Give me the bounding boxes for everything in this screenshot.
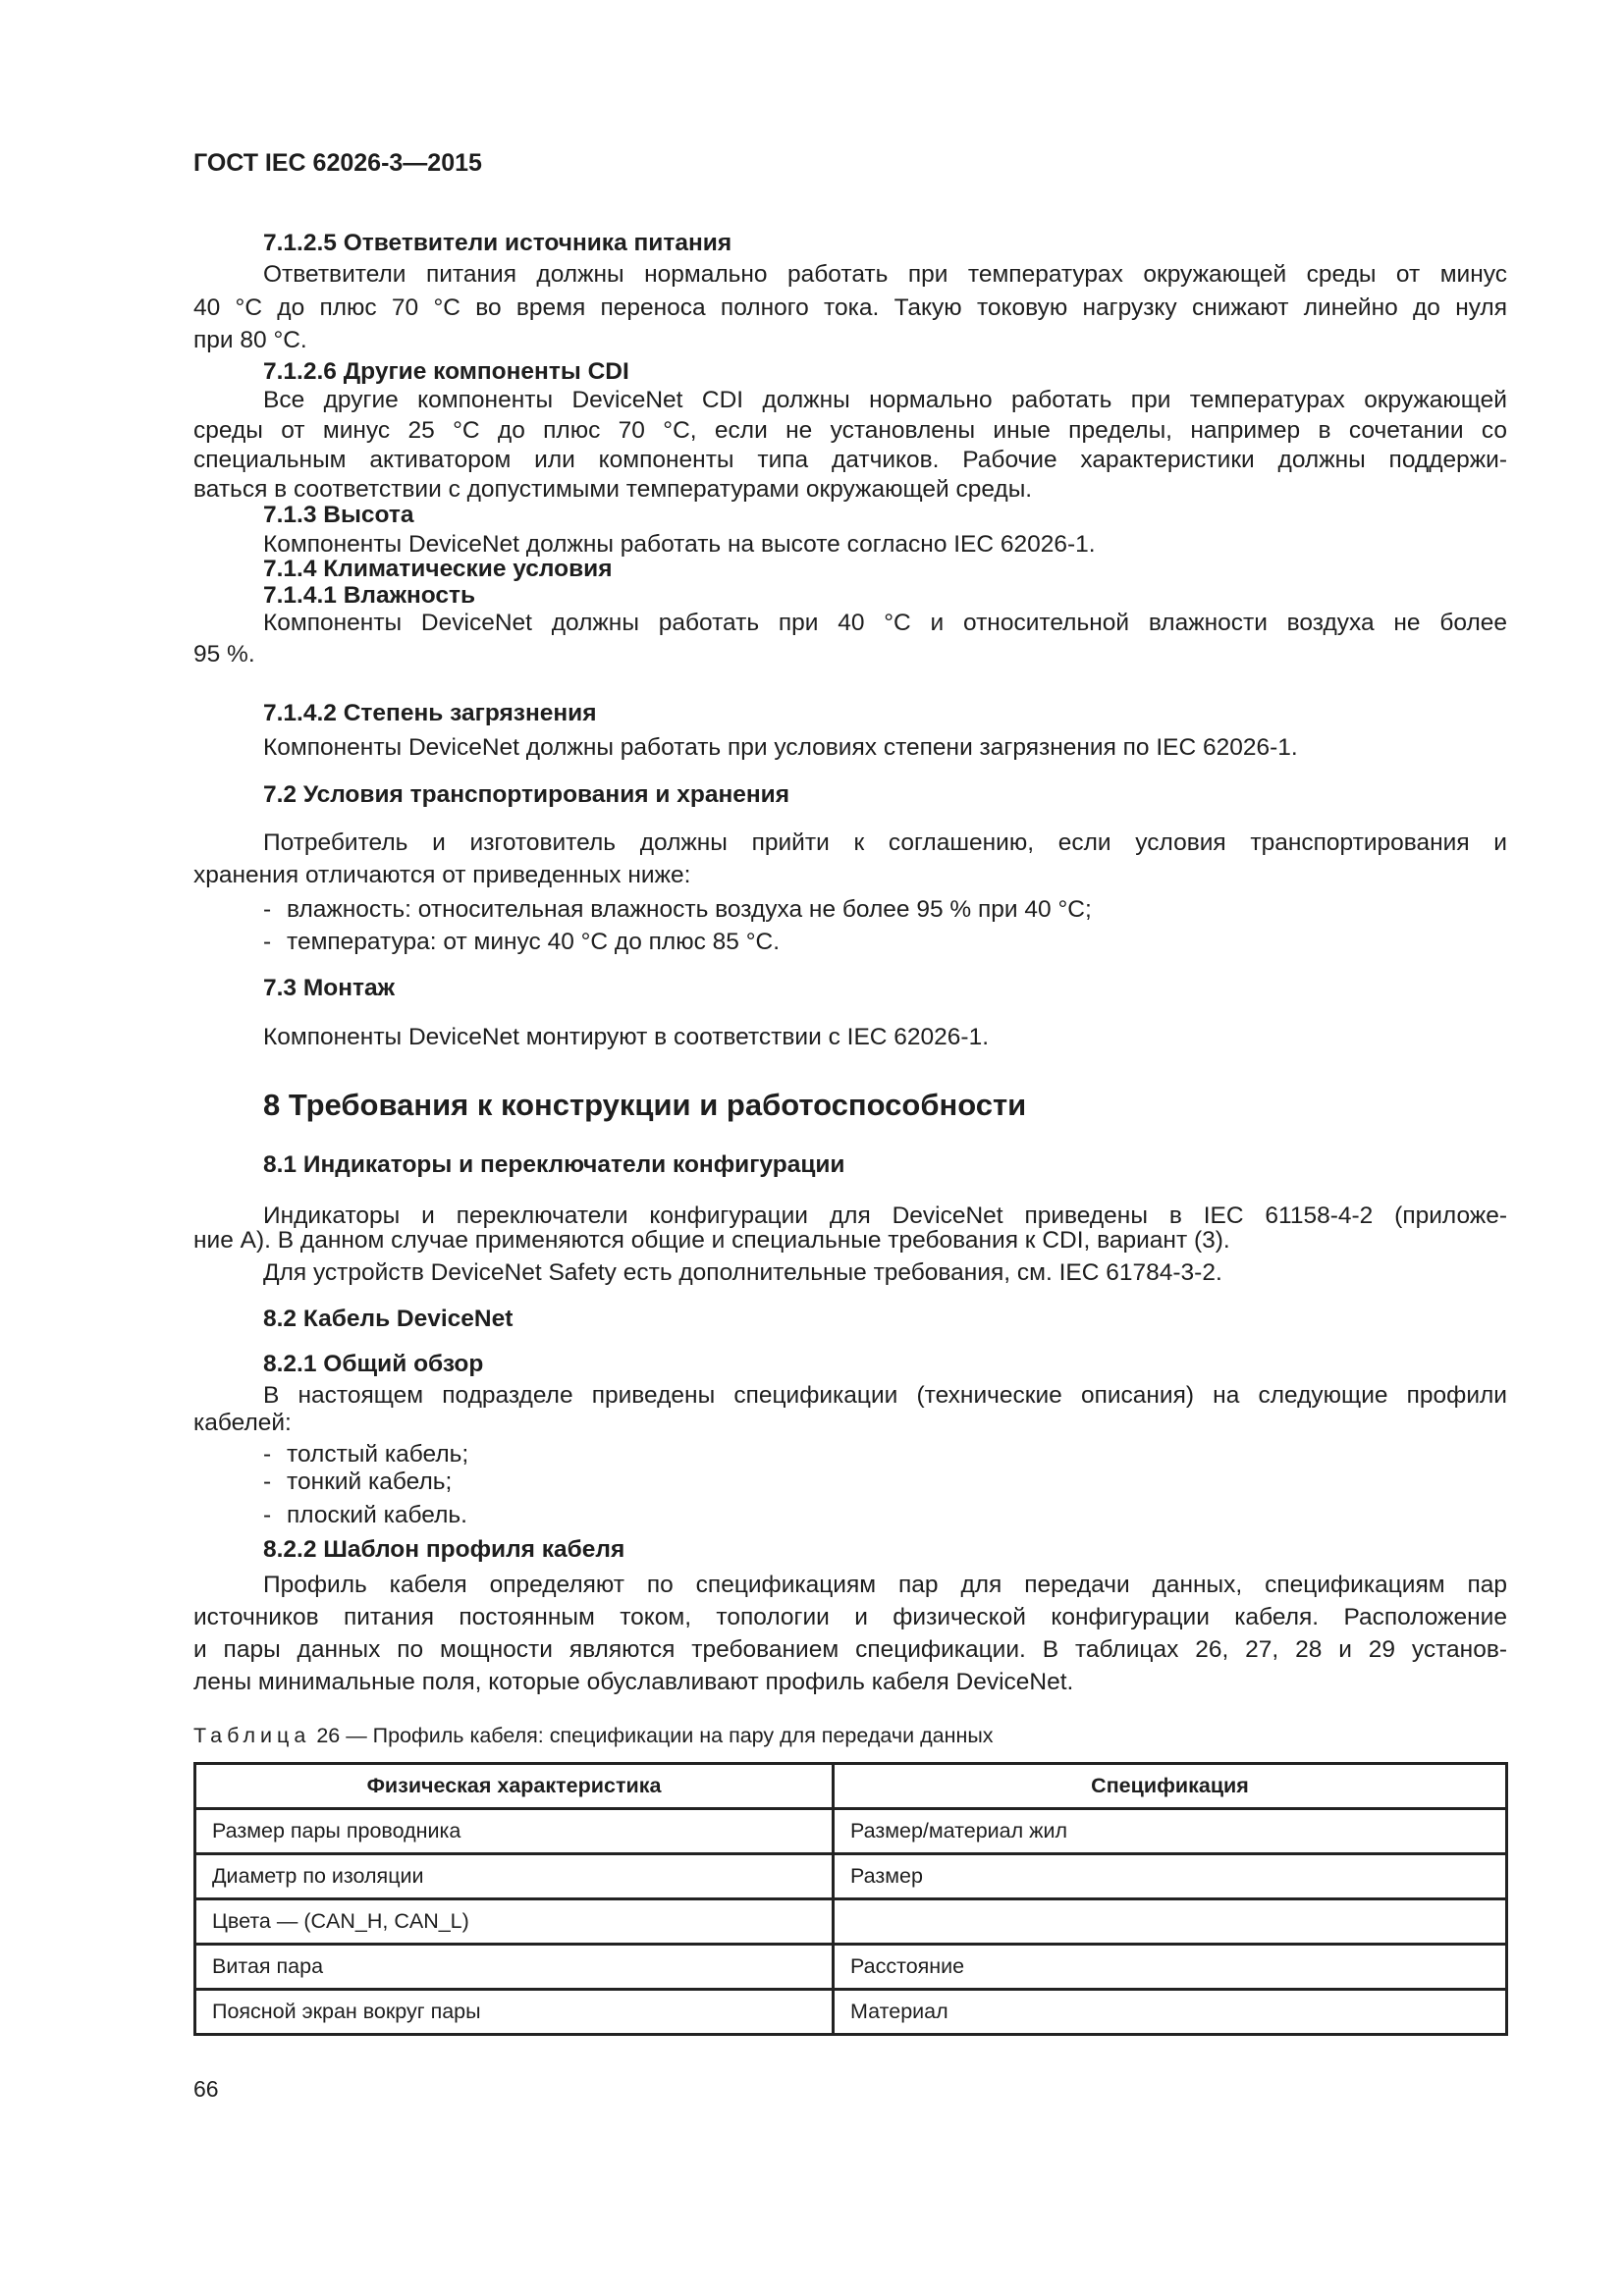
list-dash: - — [263, 1441, 272, 1468]
paragraph-line: и пары данных по мощности являются требованием спецификации. В таблицах 26, 27, 28 и 29 установ- — [193, 1636, 1507, 1663]
paragraph-line: специальным активатором или компоненты типа датчиков. Рабочие характеристики должны поддержи- — [193, 447, 1507, 473]
paragraph-line: лены минимальные поля, которые обуславливают профиль кабеля DeviceNet. — [193, 1669, 1074, 1695]
paragraph-line: хранения отличаются от приведенных ниже: — [193, 862, 691, 888]
list-item — [263, 894, 1092, 926]
table-row — [195, 1854, 1507, 1899]
chapter-heading-8: 8 Требования к конструкции и работоспособности — [263, 1088, 1027, 1122]
paragraph-line: Ответвители питания должны нормально работать при температурах окружающей среды от минус — [263, 261, 1507, 288]
table-row — [195, 1899, 1507, 1945]
section-heading-7-1-2-5: 7.1.2.5 Ответвители источника питания — [263, 230, 732, 256]
list-item-text: плоский кабель. — [287, 1502, 467, 1528]
paragraph-line: В настоящем подразделе приведены спецификации (технические описания) на следующие профили — [263, 1382, 1507, 1409]
paragraph-line: кабелей: — [193, 1410, 292, 1436]
paragraph-line: 95 %. — [193, 641, 255, 667]
paragraph-line: Для устройств DeviceNet Safety есть дополнительные требования, см. IEC 61784-3-2. — [263, 1259, 1222, 1286]
page-number: 66 — [193, 2076, 219, 2102]
list-item-text: тонкий кабель; — [287, 1468, 453, 1495]
paragraph-line: Профиль кабеля определяют по спецификациям пар для передачи данных, спецификациям пар — [263, 1572, 1507, 1598]
section-heading-7-1-4: 7.1.4 Климатические условия — [263, 556, 613, 582]
list-item — [263, 1500, 467, 1531]
list-item-text: влажность: относительная влажность воздуха не более 95 % при 40 °C; — [287, 896, 1092, 923]
section-heading-7-1-4-1: 7.1.4.1 Влажность — [263, 582, 476, 609]
list-item-text: толстый кабель; — [287, 1441, 469, 1468]
list-dash: - — [263, 929, 272, 955]
table-cell: Цвета — (CAN_H, CAN_L) — [195, 1899, 834, 1945]
paragraph-line: 40 °C до плюс 70 °C во время переноса полного тока. Такую токовую нагрузку снижают линейно до нуля — [193, 294, 1507, 321]
table-cell: Материал — [834, 1990, 1507, 2035]
paragraph-line: Компоненты DeviceNet должны работать на высоте согласно IEC 62026-1. — [263, 531, 1096, 558]
paragraph-line: Потребитель и изготовитель должны прийти к соглашению, если условия транспортирования и — [263, 829, 1507, 856]
table-cell: Расстояние — [834, 1945, 1507, 1990]
section-heading-7-1-4-2: 7.1.4.2 Степень загрязнения — [263, 700, 597, 726]
paragraph-line: Все другие компоненты DeviceNet CDI должны нормально работать при температурах окружающей — [263, 387, 1507, 413]
table-cell: Поясной экран вокруг пары — [195, 1990, 834, 2035]
list-item — [263, 927, 780, 958]
table-caption-text: 26 — Профиль кабеля: спецификации на пару для передачи данных — [316, 1724, 994, 1747]
section-heading-8-1: 8.1 Индикаторы и переключатели конфигурации — [263, 1151, 845, 1178]
list-item-text: температура: от минус 40 °C до плюс 85 °C. — [287, 929, 780, 955]
paragraph-line: ваться в соответствии с допустимыми температурами окружающей среды. — [193, 476, 1033, 503]
table-header-row — [195, 1764, 1507, 1809]
section-heading-7-2: 7.2 Условия транспортирования и хранения — [263, 781, 790, 808]
table-row — [195, 1945, 1507, 1990]
section-heading-7-1-3: 7.1.3 Высота — [263, 502, 414, 528]
section-heading-8-2-2: 8.2.2 Шаблон профиля кабеля — [263, 1536, 625, 1563]
section-heading-7-1-2-6: 7.1.2.6 Другие компоненты CDI — [263, 358, 629, 385]
column-header-specification: Спецификация — [834, 1764, 1507, 1809]
paragraph-line: Компоненты DeviceNet должны работать при условиях степени загрязнения по IEC 62026-1. — [263, 734, 1298, 761]
section-heading-7-3: 7.3 Монтаж — [263, 975, 396, 1001]
list-dash: - — [263, 896, 272, 923]
paragraph-line: среды от минус 25 °C до плюс 70 °C, если не установлены иные пределы, например в сочетании со — [193, 417, 1507, 444]
column-header-physical-characteristic: Физическая характеристика — [195, 1764, 834, 1809]
table-cell: Диаметр по изоляции — [195, 1854, 834, 1899]
table-cell: Размер — [834, 1854, 1507, 1899]
list-item — [263, 1467, 452, 1498]
table-cell: Витая пара — [195, 1945, 834, 1990]
table-row — [195, 1990, 1507, 2035]
paragraph-line: Компоненты DeviceNet должны работать при 40 °C и относительной влажности воздуха не более — [263, 610, 1507, 636]
cable-profile-table — [193, 1762, 1508, 2036]
paragraph-line: Индикаторы и переключатели конфигурации для DeviceNet приведены в IEC 61158-4-2 (приложе- — [263, 1202, 1507, 1229]
paragraph-line: источников питания постоянным током, топологии и физической конфигурации кабеля. Расположение — [193, 1604, 1507, 1630]
table-cell: Размер пары проводника — [195, 1809, 834, 1854]
table-caption — [193, 1722, 994, 1749]
section-heading-8-2-1: 8.2.1 Общий обзор — [263, 1351, 484, 1377]
list-dash: - — [263, 1468, 272, 1495]
list-dash: - — [263, 1502, 272, 1528]
table-cell: Размер/материал жил — [834, 1809, 1507, 1854]
paragraph-line: Компоненты DeviceNet монтируют в соответствии с IEC 62026-1. — [263, 1024, 990, 1050]
table-caption-label: Таблица — [193, 1724, 311, 1747]
paragraph-line: при 80 °C. — [193, 327, 307, 353]
table-cell — [834, 1899, 1507, 1945]
paragraph-line: ние А). В данном случае применяются общие и специальные требования к CDI, вариант (3). — [193, 1227, 1230, 1254]
table-row — [195, 1809, 1507, 1854]
document-header-id: ГОСТ IEC 62026-3—2015 — [193, 149, 482, 177]
section-heading-8-2: 8.2 Кабель DeviceNet — [263, 1306, 514, 1332]
